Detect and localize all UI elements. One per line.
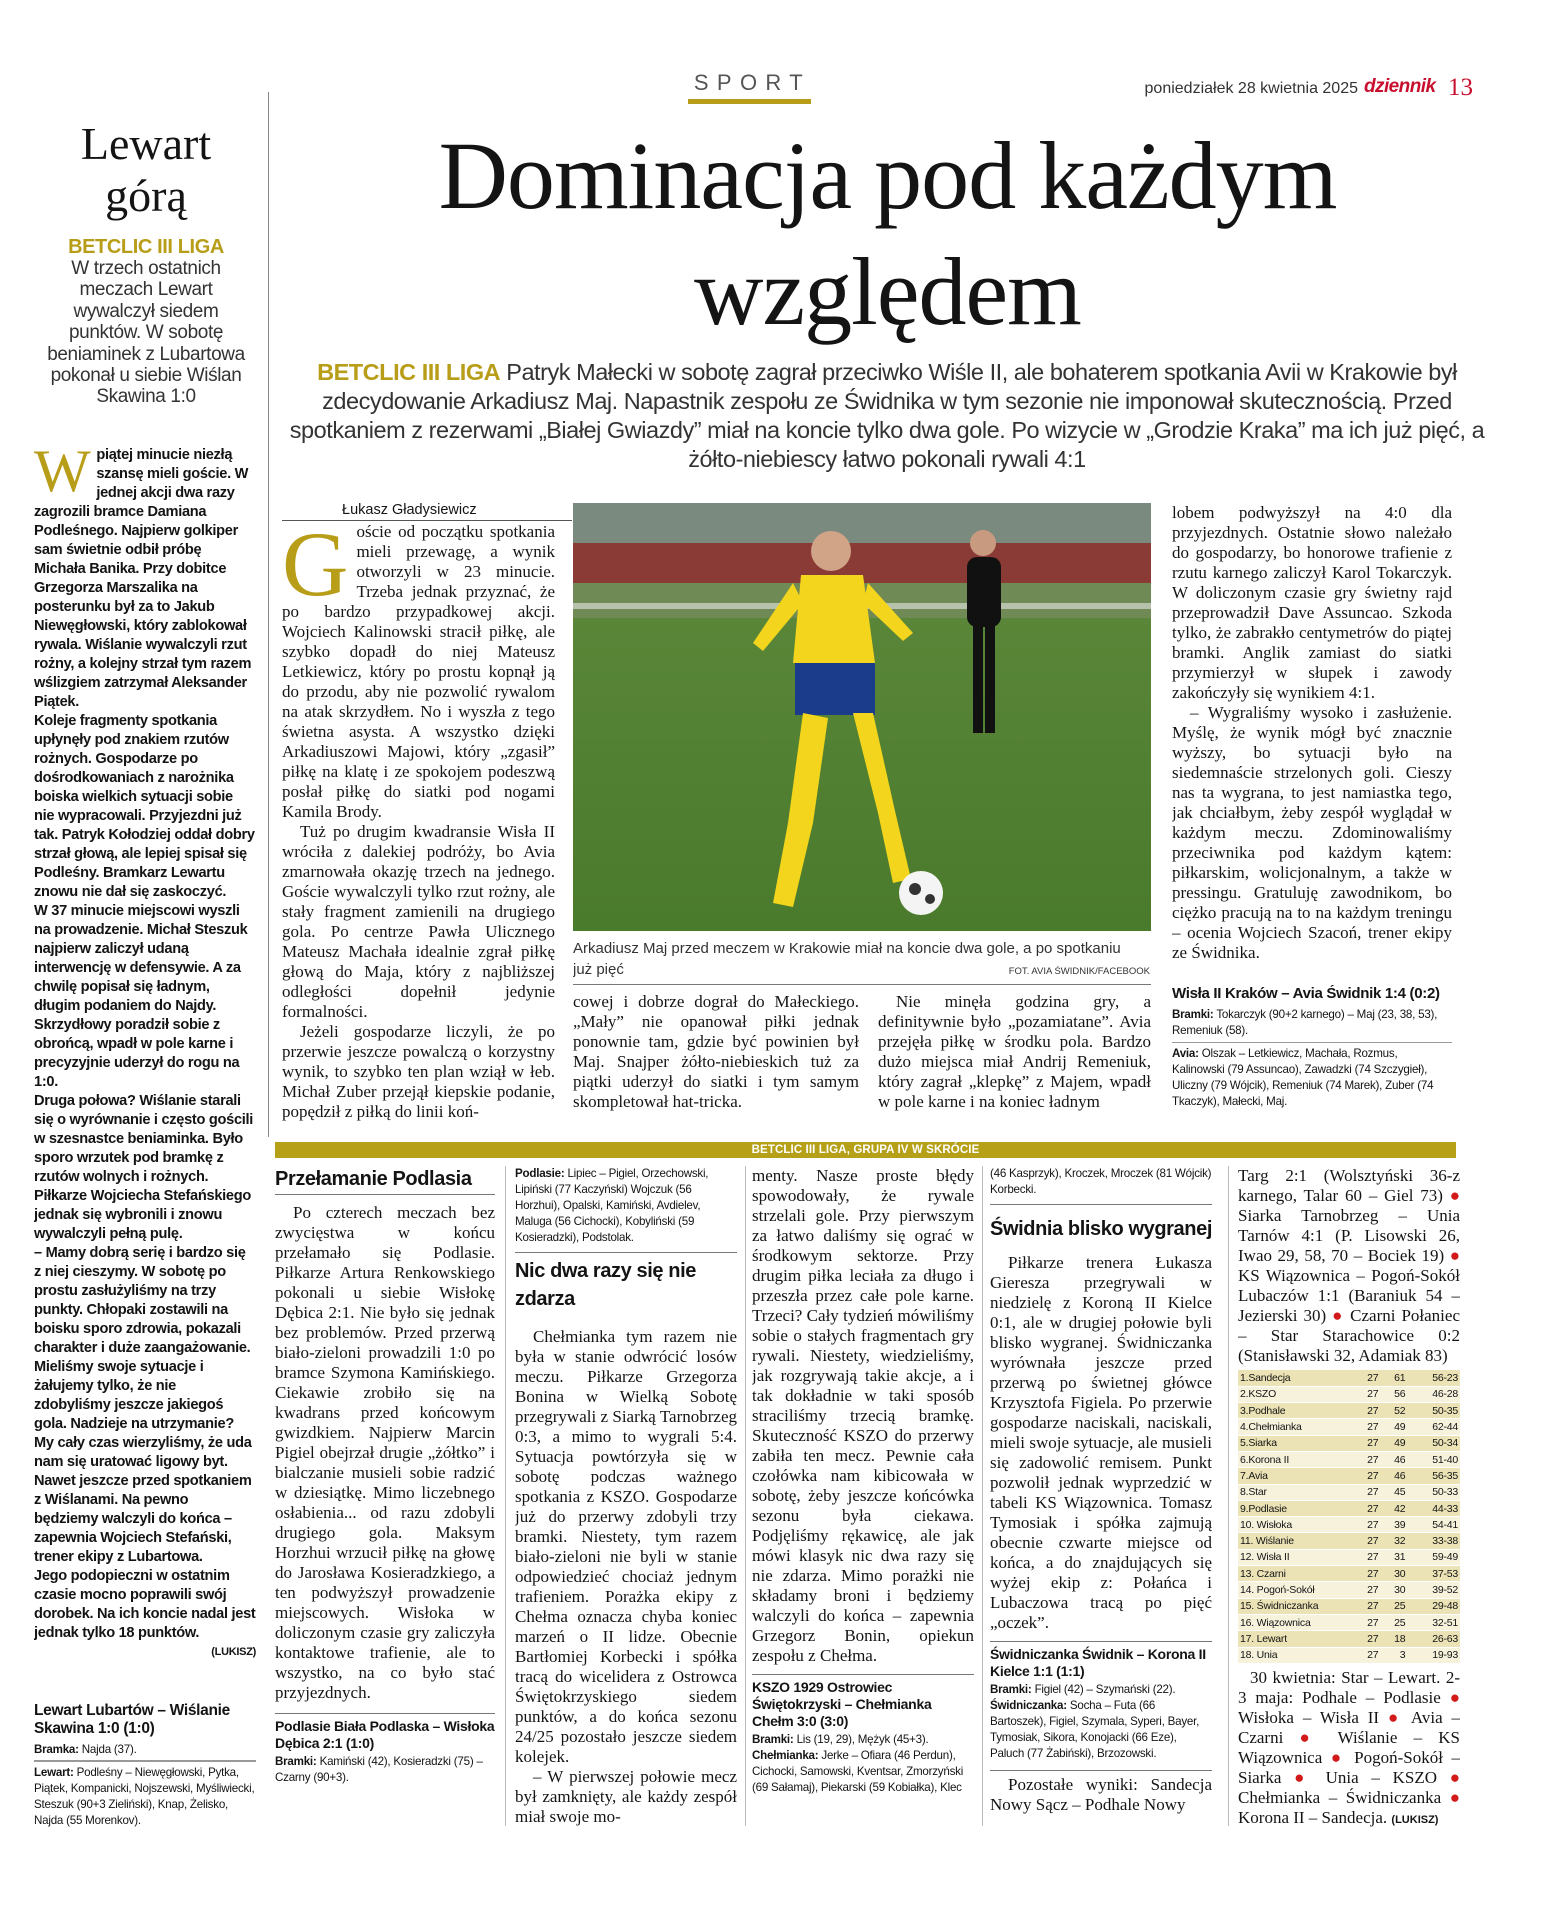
- left-paragraph: piątej minucie niezłą szansę mieli goście. W jednej akcji dwa razy zagrozili bramce Damiana Podleśnego. Najpierw golkiper sam świetnie odbił próbę Michała Banika. Przy dobitce Grzegorza Marszalika na posterunku był za to Jakub Niewęgłowski, który zablokował rywala. Wiślanie wywalczyli rzut rożny, a kolejny strzał tym razem wślizgiem zatrzymał Aleksander Piątek.: [34, 447, 252, 710]
- main-drop-cap: G: [282, 522, 349, 615]
- table-points: 46: [1380, 1451, 1407, 1467]
- left-team-label: Lewart:: [34, 1766, 74, 1779]
- main-col-1: [282, 522, 555, 1130]
- bottom-paragraph: – W pierwszej połowie mecz był zamknięty, ale każdy zespół miał swoje mo-: [515, 1767, 737, 1826]
- match-photo-image: [573, 503, 1151, 931]
- table-row: [1238, 1386, 1460, 1402]
- table-goals: 46-28: [1407, 1386, 1460, 1402]
- schedule-item: Star – Lewart.: [1341, 1667, 1441, 1687]
- table-goals: 29-48: [1407, 1598, 1460, 1614]
- bullet-icon: ●: [1449, 1246, 1460, 1265]
- table-points: 45: [1380, 1484, 1407, 1500]
- main-col-3: [878, 992, 1151, 1114]
- bottom-paragraph: menty. Nasze proste błędy spowodowały, że rywale strzelali gole. Przy pierwszym za łatwo daliśmy się ograć w środkowym sektorze. Przy drugim piłka leciała za długo i przeszła przez całe pole karne. Trzeci? Cały tydzień mówiliśmy sobie o stałych fragmentach gry rywali. Niestety, wiedzieliśmy, jak rozgrywają takie akcje, a i tak dokładnie w taki sposób straciliśmy trzecią bramkę. Skuteczność KSZO do przerwy zabiła ten mecz. Pewnie cała czołówka nam kibicowała w sobotę, żeby jeszcze końcówka sezonu była ciekawa. Podjęliśmy rękawicę, ale jak mówi klasyk nic dwa razy się nie zdarza. Mimo porażki nie składamy broni i będziemy walczyli do końca – zapewnia Grzegorz Bonin, opiekun zespołu z Chełma.: [752, 1166, 974, 1665]
- table-goals: 33-38: [1407, 1533, 1460, 1549]
- table-points: 30: [1380, 1582, 1407, 1598]
- table-games: 27: [1353, 1598, 1380, 1614]
- main-team: Olszak – Letkiewicz, Machała, Rozmus, Kalinowski (79 Assuncao), Zawadzki (74 Szczygieł), Uliczny (79 Wójcik), Remeniuk (74 Marek), Zuber (74 Tkaczyk), Małecki, Maj.: [1172, 1047, 1434, 1108]
- bullet-icon: ●: [1299, 1727, 1322, 1747]
- bottom-team: Socha – Futa (66 Bartoszek), Figiel, Szymala, Syperi, Bayer, Tymosiak, Sikora, Konojacki (66 Eze), Paluch (77 Żabiński), Brzozowski.: [990, 1699, 1200, 1760]
- table-points: 30: [1380, 1566, 1407, 1582]
- table-games: 27: [1353, 1435, 1380, 1451]
- table-row: [1238, 1451, 1460, 1467]
- table-team: 5.Siarka: [1238, 1435, 1353, 1451]
- table-team: 10. Wisłoka: [1238, 1517, 1353, 1533]
- column-rule: [745, 1166, 746, 1826]
- table-points: 52: [1380, 1403, 1407, 1419]
- result-line: Czarni Połaniec – Star Starachowice 0:2 (Stanisławski 32, Adamiak 83): [1238, 1306, 1460, 1365]
- table-games: 27: [1353, 1500, 1380, 1516]
- bottom-other-label: Pozostałe wyniki:: [1008, 1775, 1138, 1794]
- bottom-col-1: [275, 1166, 495, 1836]
- table-row: [1238, 1500, 1460, 1516]
- left-result-box: [34, 1702, 256, 1837]
- table-games: 27: [1353, 1631, 1380, 1647]
- table-team: 9.Podlasie: [1238, 1500, 1353, 1516]
- schedule-label: 30 kwietnia:: [1250, 1667, 1336, 1687]
- table-points: 46: [1380, 1468, 1407, 1484]
- table-team: 18. Unia: [1238, 1647, 1353, 1663]
- table-goals: 54-41: [1407, 1517, 1460, 1533]
- bottom-result-3: KSZO 1929 Ostrowiec Świętokrzyski – Chełmianka Chełm 3:0 (3:0): [752, 1674, 974, 1730]
- table-goals: 56-23: [1407, 1370, 1460, 1386]
- table-team: 4.Chełmianka: [1238, 1419, 1353, 1435]
- page-number: 13: [1448, 74, 1473, 101]
- table-goals: 51-40: [1407, 1451, 1460, 1467]
- table-goals: 26-63: [1407, 1631, 1460, 1647]
- bullet-icon: ●: [1449, 1787, 1460, 1807]
- table-row: [1238, 1614, 1460, 1630]
- left-paragraph: Druga połowa? Wiślanie starali się o wyrównanie i często gościli w szesnastce beniaminka. Było sporo wrzutek pod bramkę z rzutów wolnych i rożnych. Piłkarze Wojciecha Stefańskiego jednak się wybronili i znowu wywalczyli pełną pulę.: [34, 1093, 254, 1242]
- left-paragraph: Jego podopieczni w ostatnim czasie mocno poprawili swój dorobek. Na ich koncie nadal jest jednak tylko 18 punktów.: [34, 1568, 256, 1641]
- bottom-col-3: [752, 1166, 974, 1836]
- bottom-goals: Kamiński (42), Kosieradzki (75) – Czarny (90+3).: [275, 1755, 483, 1784]
- schedule-item: Podhale – Podlasie: [1302, 1687, 1441, 1707]
- photo-caption: Arkadiusz Maj przed meczem w Krakowie miał na koncie dwa gole, a po spotkaniu już pięć: [573, 940, 1121, 978]
- left-signature: (LUKISZ): [211, 1646, 256, 1658]
- table-points: 49: [1380, 1419, 1407, 1435]
- section-label: SPORT: [693, 70, 812, 95]
- bottom-paragraph: Chełmianka tym razem nie była w stanie odwrócić losów meczu. Piłkarze Grzegorza Bonina w Wielką Sobotę przegrywali z Siarką Tarnobrzeg 0:3, a mimo to wygrali 5:4. Sytuacja powtórzyła się w sobotę podczas ważnego spotkania z KSZO. Gospodarze już do przerwy zdobyli trzy bramki. Niestety, tym razem biało-zieloni nie byli w stanie odpowiedzieć chociaż jednym trafieniem. Porażka ekipy z Chełma oznacza chyba koniec marzeń o II lidze. Obecnie Bartłomiej Korbecki i spółka tracą do wicelidera z Ostrowca Świętokrzyskiego siedem punktów, a do końca sezonu 24/25 pozostało jeszcze siedem kolejek.: [515, 1327, 737, 1766]
- left-result-title: Lewart Lubartów – Wiślanie Skawina 1:0 (1:0): [34, 1702, 230, 1737]
- left-paragraph: Koleje fragmenty spotkania upłynęły pod znakiem rzutów rożnych. Gospodarze po dośrodkowaniach z narożnika boiska wielkich sytuacji sobie nie wypracowali. Przyjezdni już tak. Patryk Kołodziej oddał dobry strzał głową, ale lepiej spisał się Podleśny. Bramkarz Lewartu znowu nie dał się zaskoczyć.: [34, 713, 255, 900]
- brand-logo: dziennik: [1364, 76, 1436, 97]
- left-paragraph: W 37 minucie miejscowi wyszli na prowadzenie. Michał Steszuk najpierw zaliczył udaną interwencję w defensywie. A za chwilę popisał się ładnym, długim podaniem do Najdy. Skrzydłowy poradził sobie z obrońcą, wpadł w pole karne i precyzyjnie uderzył do rogu na 1:0.: [34, 903, 248, 1090]
- table-games: 27: [1353, 1582, 1380, 1598]
- main-paragraph: Tuż po drugim kwadransie Wisła II wróciła z dalekiej podróży, bo Avia zmarnowała okazję trzech na jednego. Goście wywalczyli tylko rzut rożny, ale stały fragment zamienili na drugiego gola. Po centrze Pawła Ulicznego Mateusz Machała idealnie zgrał piłkę głową do Maja, który z najbliższej odległości dopełnił jedynie formalności.: [282, 822, 555, 1021]
- bottom-banner: [275, 1142, 1456, 1158]
- table-row: [1238, 1484, 1460, 1500]
- bottom-paragraph: Po czterech meczach bez zwycięstwa w końcu przełamało się Podlasie. Piłkarze Artura Renkowskiego pokonali u siebie Wisłokę Dębica 2:1. Nie było się jednak bez problemów. Przed przerwą biało-zieloni prowadzili 1:0 po bramce Szymona Kamińskiego. Ciekawie zrobiło się na kwadrans przed końcowym gwizdkiem. Najpierw Marcin Pigiel obejrzał drugie „żółtko” i bialczanie musieli sobie radzić w dziesiątkę. Mimo liczebnego osłabienia... od razu zdobyli drugiego gola. Maksym Horzhui wrzucił piłkę na głowę do Jarosława Kosieradzkiego, a ten podwyższył prowadzenie miejscowych. Wisłoka w doliczonym czasie gry zaliczyła kontaktowe trafienie, ale to wszystko, na co było stać przyjezdnych.: [275, 1203, 495, 1702]
- bottom-team-label: Chełmianka:: [752, 1749, 819, 1762]
- bottom-goals: Figiel (42) – Szymański (22).: [1034, 1683, 1176, 1696]
- issue-date: poniedziałek 28 kwietnia 2025: [1144, 80, 1358, 97]
- bullet-icon: ●: [1332, 1306, 1345, 1325]
- table-row: [1238, 1598, 1460, 1614]
- table-points: 39: [1380, 1517, 1407, 1533]
- main-lead-label: BETCLIC III LIGA: [317, 359, 501, 385]
- bottom-goals: Lis (19, 29), Mężyk (45+3).: [796, 1733, 929, 1746]
- table-row: [1238, 1647, 1460, 1663]
- bottom-col-2: [515, 1166, 737, 1836]
- table-games: 27: [1353, 1533, 1380, 1549]
- table-team: 12. Wisła II: [1238, 1549, 1353, 1565]
- table-games: 27: [1353, 1386, 1380, 1402]
- left-lead: W trzech ostatnich meczach Lewart wywalczył siedem punktów. W sobotę beniaminek z Lubartowa pokonał u siebie Wiślan Skawina 1:0: [47, 258, 245, 408]
- bottom-result-1: Podlasie Biała Podlaska – Wisłoka Dębica 2:1 (1:0): [275, 1713, 495, 1752]
- schedule-item: Wisłoka – Wisła II: [1238, 1707, 1380, 1727]
- ball-icon: [899, 871, 943, 915]
- main-paragraph: – Wygraliśmy wysoko i zasłużenie. Myślę, że wynik mógł być znacznie wyższy, bo sytuacji było na siedemnaście strzelonych goli. Cieszy nas ta wygrana, to jest namiastka tego, jak chciałbym, żeby zespół wyglądał w każdym meczu. Zdominowaliśmy przeciwnika pod każdym kątem: piłkarskim, wolicjonalnym, a także w pressingu. Gratuluję zawodnikom, bo ciężko pracują na to na każdym treningu – ocenia Wojciech Szacoń, trener ekipy ze Świdnika.: [1172, 703, 1452, 962]
- bullet-icon: ●: [1449, 1186, 1460, 1205]
- schedule-item: Korona II – Sandecja.: [1238, 1807, 1388, 1827]
- left-label: BETCLIC III LIGA: [68, 236, 224, 258]
- author-rule: [282, 520, 572, 521]
- table-games: 27: [1353, 1468, 1380, 1484]
- table-team: 6.Korona II: [1238, 1451, 1353, 1467]
- main-title: Dominacja pod każdym względem: [438, 122, 1337, 345]
- bottom-col-4: [990, 1166, 1212, 1836]
- schedule-item: Wiślanie – KS Wiązownica: [1238, 1727, 1460, 1767]
- schedule-item: Avia – Czarni: [1238, 1707, 1460, 1747]
- bottom-paragraph: Piłkarze trenera Łukasza Gieresza przegrywali w niedzielę z Koroną II Kielce 0:1, ale w drugiej połowie byli blisko wygranej. Świdniczanka wyrównała jeszcze przed przerwą po świetnej główce Krzysztofa Figiela. Po przerwie gospodarze naciskali, naciskali, mieli swoje sytuacje, ale musieli się zadowolić remisem. Punkt pozwolił jednak wyprzedzić w tabeli KS Wiązownica. Tomasz Tymosiak i spółka zajmują obecnie czwarte miejsce od końca, a do znajdujących się wyżej ekip z: Połańca i Lubaczowa tracą po pięć „oczek”.: [990, 1253, 1212, 1632]
- table-row: [1238, 1582, 1460, 1598]
- table-points: 61: [1380, 1370, 1407, 1386]
- table-goals: 50-34: [1407, 1435, 1460, 1451]
- schedule-label: 2-3 maja:: [1238, 1667, 1460, 1707]
- main-goals-label: Bramki:: [1172, 1008, 1214, 1021]
- main-col-4: [1172, 503, 1452, 981]
- main-goals: Tokarczyk (90+2 karnego) – Maj (23, 38, 53), Remeniuk (58).: [1172, 1008, 1438, 1037]
- table-games: 27: [1353, 1647, 1380, 1663]
- table-games: 27: [1353, 1549, 1380, 1565]
- table-row: [1238, 1419, 1460, 1435]
- bullet-icon: ●: [1330, 1747, 1346, 1767]
- table-row: [1238, 1370, 1460, 1386]
- table-row: [1238, 1517, 1460, 1533]
- table-points: 25: [1380, 1614, 1407, 1630]
- table-goals: 37-53: [1407, 1566, 1460, 1582]
- result-line: Targ 2:1 (Wolsztyński 36-z karnego, Talar 60 – Giel 73): [1238, 1166, 1460, 1205]
- column-rule: [505, 1166, 506, 1826]
- table-team: 17. Lewart: [1238, 1631, 1353, 1647]
- caption-rule: [573, 984, 1151, 985]
- bottom-other: Sandecja Nowy Sącz – Podhale Nowy: [990, 1775, 1212, 1814]
- table-team: 13. Czarni: [1238, 1566, 1353, 1582]
- main-col-2: [573, 992, 859, 1114]
- left-goals-label: Bramka:: [34, 1743, 79, 1756]
- column-rule: [982, 1166, 983, 1826]
- table-points: 42: [1380, 1500, 1407, 1516]
- table-team: 16. Wiązownica: [1238, 1614, 1353, 1630]
- table-goals: 50-33: [1407, 1484, 1460, 1500]
- table-games: 27: [1353, 1517, 1380, 1533]
- bottom-team-label: Świdniczanka:: [990, 1699, 1067, 1712]
- column-rule: [268, 92, 269, 1137]
- table-games: 27: [1353, 1370, 1380, 1386]
- table-points: 32: [1380, 1533, 1407, 1549]
- league-table: [1238, 1370, 1460, 1664]
- main-lead: [282, 358, 1492, 488]
- left-title: Lewart górą: [80, 118, 212, 221]
- table-goals: 56-35: [1407, 1468, 1460, 1484]
- table-goals: 50-35: [1407, 1403, 1460, 1419]
- table-games: 27: [1353, 1566, 1380, 1582]
- main-result-box: [1172, 985, 1452, 1117]
- table-games: 27: [1353, 1419, 1380, 1435]
- schedule-item: Pogoń-Sokół – Siarka: [1238, 1747, 1460, 1787]
- table-points: 3: [1380, 1647, 1407, 1663]
- bottom-headline-2: Nic dwa razy się nie zdarza: [515, 1260, 696, 1310]
- schedule-item: Unia – KSZO: [1325, 1767, 1437, 1787]
- table-goals: 44-33: [1407, 1500, 1460, 1516]
- table-points: 31: [1380, 1549, 1407, 1565]
- schedule: [1238, 1668, 1460, 1830]
- main-team-label: Avia:: [1172, 1047, 1199, 1060]
- bullet-icon: ●: [1294, 1767, 1313, 1787]
- main-result-title: Wisła II Kraków – Avia Świdnik 1:4 (0:2): [1172, 985, 1440, 1002]
- match-photo: [573, 503, 1151, 931]
- table-goals: 19-93: [1407, 1647, 1460, 1663]
- left-article: [34, 446, 256, 1696]
- main-paragraph: Nie minęła godzina gry, a definitywnie było „pozamiatane”. Avia przejęła piłkę w środku pola. Bardzo dużo miejsca miał Andrij Remeniuk, który zagrał „klepkę” z Majem, wpadł w pole karne i na koniec ładnym: [878, 992, 1151, 1111]
- table-team: 2.KSZO: [1238, 1386, 1353, 1402]
- left-team: Podleśny – Niewęgłowski, Pytka, Piątek, Kompanicki, Nojszewski, Myśliwiecki, Steszuk (90+3 Zieliński), Knap, Żelisko, Najda (55 Morenkov).: [34, 1766, 255, 1827]
- bottom-lineup-cont: (46 Kasprzyk), Kroczek, Mroczek (81 Wójcik) Korbecki.: [990, 1166, 1212, 1205]
- table-goals: 39-52: [1407, 1582, 1460, 1598]
- bottom-goals-label: Bramki:: [275, 1755, 317, 1768]
- result-line: KS Wiązownica – Pogoń-Sokół Lubaczów 1:1 (Baraniuk 54 – Jezierski 30): [1238, 1266, 1460, 1325]
- bottom-goals-label: Bramki:: [990, 1683, 1032, 1696]
- bottom-lineup: Lipiec – Pigiel, Orzechowski, Lipiński (77 Kaczyński) Wojczuk (56 Horzhui), Opalski, Kamiński, Avdielev, Maluga (56 Cichocki), Kobyliński (59 Kosieradzki), Podstolak.: [515, 1167, 709, 1244]
- table-team: 3.Podhale: [1238, 1403, 1353, 1419]
- table-goals: 62-44: [1407, 1419, 1460, 1435]
- table-goals: 59-49: [1407, 1549, 1460, 1565]
- bullet-icon: ●: [1387, 1707, 1403, 1727]
- table-team: 15. Świdniczanka: [1238, 1598, 1353, 1614]
- table-goals: 32-51: [1407, 1614, 1460, 1630]
- table-team: 8.Star: [1238, 1484, 1353, 1500]
- left-goals: Najda (37).: [81, 1743, 137, 1756]
- table-points: 18: [1380, 1631, 1407, 1647]
- author: Łukasz Gładysiewicz: [342, 502, 477, 518]
- main-paragraph: cowej i dobrze dograł do Małeckiego. „Mały” nie opanował piłki jednak ponownie tam, gdzie być powinien był Maj. Snajper żółto-niebieskich tuż za piątki uderzył do siatki i tym samym skompletował hat-tricka.: [573, 992, 859, 1111]
- result-line: Siarka Tarnobrzeg – Unia Tarnów 4:1 (P. Lisowski 26, Iwao 29, 58, 70 – Bociek 19): [1238, 1206, 1460, 1265]
- bottom-signature: (LUKISZ): [1391, 1813, 1439, 1826]
- bottom-result-4: Świdniczanka Świdnik – Korona II Kielce 1:1 (1:1): [990, 1641, 1212, 1680]
- schedule-item: Chełmianka – Świdniczanka: [1238, 1787, 1442, 1807]
- main-lead-text: Patryk Małecki w sobotę zagrał przeciwko Wiśle II, ale bohaterem spotkania Avii w Krakowie był zdecydowanie Arkadiusz Maj. Napastnik zespołu ze Świdnika w tym sezonie nie imponował skutecznością. Przed spotkaniem z rezerwami „Białej Gwiazdy” miał na koncie tylko dwa gole. Po wizycie w „Grodzie Kraka” ma ich już pięć, a żółto-niebiescy łatwo pokonali rywali 4:1: [289, 359, 1485, 472]
- main-paragraph: lobem podwyższył na 4:0 dla przyjezdnych. Ostatnie słowo należało do gospodarzy, bo honorowe trafienie z rzutu karnego zaliczył Karol Tokarczyk. W doliczonym czasie gry świetny rajd przeprowadził Dave Assuncao. Szkoda tylko, że zabrakło centymetrów do piątej bramki. Anglik zamiast do siatki przymierzył w słupek i zawody zakończyły się wynikiem 4:1.: [1172, 503, 1452, 702]
- photo-credit: FOT. AVIA ŚWIDNIK/FACEBOOK: [1008, 966, 1150, 977]
- table-points: 56: [1380, 1386, 1407, 1402]
- table-row: [1238, 1468, 1460, 1484]
- table-team: 7.Avia: [1238, 1468, 1353, 1484]
- bullet-icon: ●: [1449, 1767, 1460, 1787]
- bottom-col-5: [1238, 1166, 1460, 1836]
- bottom-headline-4: Świdnia blisko wygranej: [990, 1218, 1212, 1240]
- table-row: [1238, 1403, 1460, 1419]
- bottom-banner-text: BETCLIC III LIGA, GRUPA IV W SKRÓCIE: [751, 1144, 980, 1156]
- bottom-headline-1: Przełamanie Podlasia: [275, 1166, 495, 1195]
- table-row: [1238, 1566, 1460, 1582]
- table-points: 49: [1380, 1435, 1407, 1451]
- left-drop-cap: W: [34, 446, 91, 504]
- bottom-lineup-label: Podlasie:: [515, 1167, 565, 1180]
- table-row: [1238, 1549, 1460, 1565]
- column-rule: [1228, 1166, 1229, 1826]
- table-games: 27: [1353, 1614, 1380, 1630]
- left-box-rule: [34, 1760, 256, 1761]
- bottom-team: Jerke – Ofiara (46 Perdun), Cichocki, Samowski, Kventsar, Zmorzyński (69 Sałamaj), Piekarski (59 Kobiałka), Klec: [752, 1749, 964, 1794]
- table-team: 14. Pogoń-Sokół: [1238, 1582, 1353, 1598]
- left-paragraph: – Mamy dobrą serię i bardzo się z niej cieszymy. W sobotę po prostu zasłużyliśmy na trzy punkty. Chłopaki zostawili na boisku sporo zdrowia, pokazali charakter i duże zaangażowanie. Mieliśmy swoje sytuacje i żałujemy tylko, że nie zdobyliśmy jeszcze jakiegoś gola. Nadzieje na utrzymanie? My cały czas wierzyliśmy, że uda nam się uratować ligowy byt. Nawet jeszcze przed spotkaniem z Wiślanami. Na pewno będziemy walczyli do końca – zapewnia Wojciech Stefański, trener ekipy z Lubartowa.: [34, 1245, 252, 1565]
- other-results: [1238, 1166, 1460, 1366]
- main-paragraph: oście od początku spotkania mieli przewagę, a wynik otworzyli w 23 minucie. Trzeba jednak przyznać, że po bardzo przypadkowej akcji. Wojciech Kalinowski stracił piłkę, ale szybko dopadł do niej Mateusz Letkiewicz, który po prostu kopnął ją do przodu, aby nie pozwolić rywalom na atak skrzydłem. No i wyszła z tego świetna asysta. A wszystko dzięki Arkadiuszowi Majowi, który „zgasił” piłkę na klatę i ze spokojem podeszwą posłał piłkę do siatki pod nogami Kamila Brody.: [282, 522, 555, 821]
- table-team: 1.Sandecja: [1238, 1370, 1353, 1386]
- table-row: [1238, 1631, 1460, 1647]
- table-points: 25: [1380, 1598, 1407, 1614]
- table-row: [1238, 1533, 1460, 1549]
- table-games: 27: [1353, 1451, 1380, 1467]
- section-underline: [688, 99, 811, 104]
- table-games: 27: [1353, 1484, 1380, 1500]
- main-paragraph: Jeżeli gospodarze liczyli, że po przerwie jeszcze powalczą o korzystny wynik, to szybko ten plan wziął w łeb. Michał Zuber przejął kiepskie podanie, popędził z piłką do linii koń-: [282, 1022, 555, 1121]
- table-team: 11. Wiślanie: [1238, 1533, 1353, 1549]
- table-games: 27: [1353, 1403, 1380, 1419]
- bullet-icon: ●: [1449, 1687, 1460, 1707]
- table-row: [1238, 1435, 1460, 1451]
- bottom-goals-label: Bramki:: [752, 1733, 794, 1746]
